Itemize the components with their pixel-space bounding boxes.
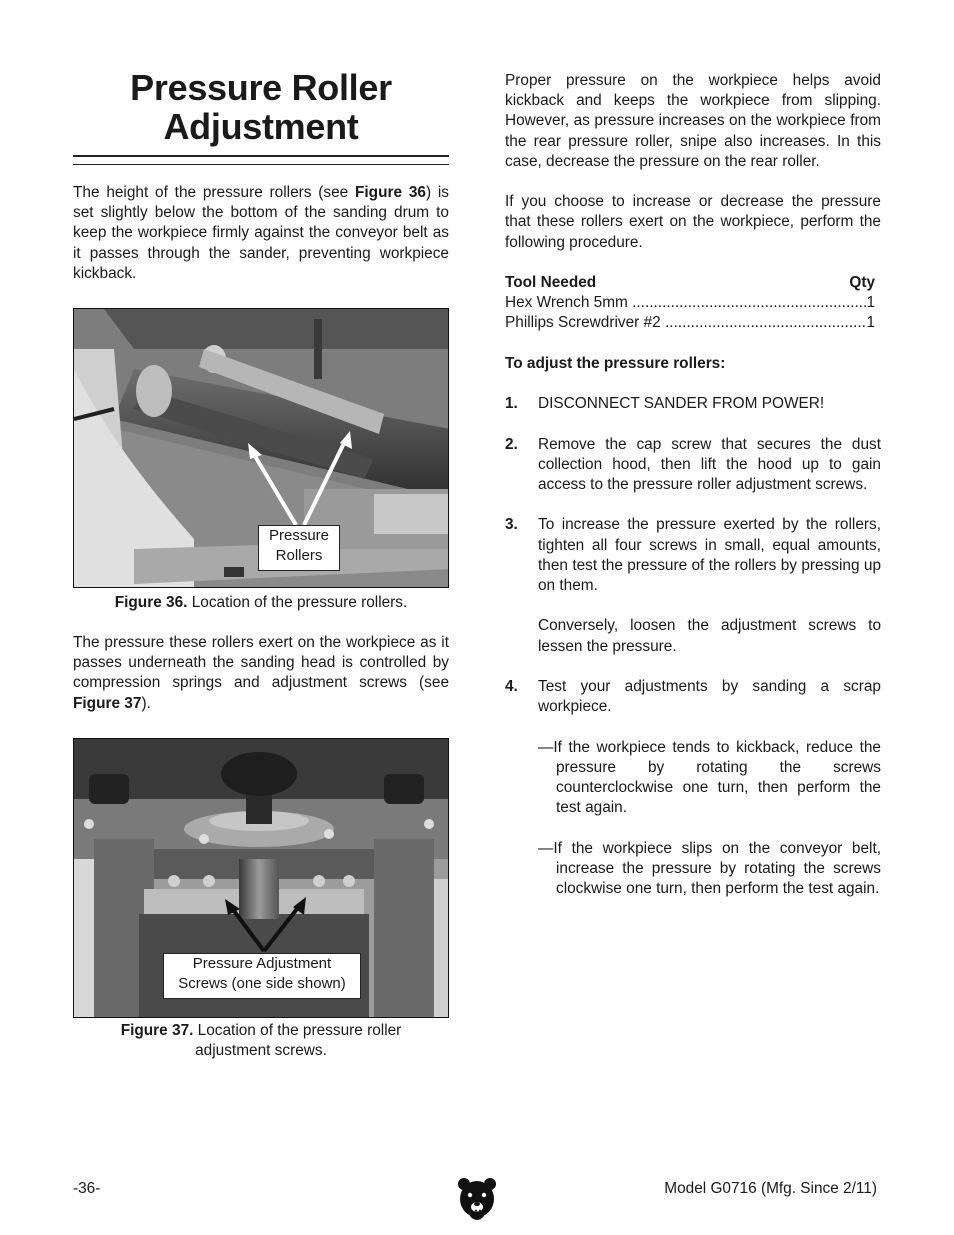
title-rule-thin [73, 164, 449, 165]
tool-row: Hex Wrench 5mm ..... 1 [505, 293, 875, 313]
step-2: 2. Remove the cap screw that secures the dust collection hood, then lift the hood up to gain access to the pressure roller adjustment screws. [505, 435, 881, 493]
tools-needed-table [505, 273, 875, 334]
figure-37-caption: Figure 37. Location of the pressure roller adjustment screws. [120, 1022, 402, 1060]
page-number: -36- [73, 1180, 101, 1197]
figure-36-caption: Figure 36. Location of the pressure rollers. [114, 594, 408, 611]
proper-pressure-paragraph: Proper pressure on the workpiece helps avoid kickback and keeps the workpiece from slipping. However, as pressure increases on the workpiece from the rear pressure roller, snipe also increases. In this case, decrease the pressure on the rear roller. [505, 72, 881, 170]
right-column [505, 71, 881, 899]
figure-37-callout: Pressure Adjustment Screws (one side shown) [163, 953, 361, 999]
figure-36-callout: Pressure Rollers [258, 525, 340, 571]
bullet-slips: —If the workpiece slips on the conveyor belt, increase the pressure by rotating the screws clockwise one turn, then perform the test again. [538, 839, 881, 897]
procedure-heading: To adjust the pressure rollers: [505, 354, 726, 372]
step-1: 1. DISCONNECT SANDER FROM POWER! [505, 395, 825, 413]
model-footer: Model G0716 (Mfg. Since 2/11) [664, 1180, 877, 1197]
figure-37-ref: Figure 37 [73, 694, 142, 712]
bear-logo-icon [458, 1177, 496, 1223]
pressure-paragraph: The pressure these rollers exert on the workpiece as it passes underneath the sanding head is controlled by compression springs and adjustment screws (see Figure 37). [73, 634, 449, 712]
intro-paragraph: The height of the pressure rollers (see Figure 36) is set slightly below the bottom of the sanding drum to keep the workpiece firmly against the conveyor belt as it passes through the sander, preventing workpiece kickback. [73, 184, 449, 282]
tool-row: Phillips Screwdriver #2 ..... 1 [505, 313, 875, 333]
title-rule-thick [73, 155, 449, 157]
figure-36-ref: Figure 36 [355, 184, 426, 201]
page-title: Pressure Roller Adjustment [130, 67, 392, 147]
step-3: 3. To increase the pressure exerted by the rollers, tighten all four screws in small, equal amounts, then test the pressure of the rollers by pressing up on them. [505, 516, 881, 594]
figure-36-photo [73, 308, 449, 588]
figure-37-photo [73, 738, 449, 1018]
bullet-kickback: —If the workpiece tends to kickback, reduce the pressure by rotating the screws counterclockwise one turn, then perform the test again. [538, 738, 881, 817]
step-4: 4. Test your adjustments by sanding a scrap workpiece. [505, 677, 881, 716]
qty-header: Qty [849, 274, 875, 291]
tools-header: Tool Needed [505, 274, 597, 291]
choose-paragraph: If you choose to increase or decrease the pressure that these rollers exert on the workpiece, perform the following procedure. [505, 193, 881, 251]
step-3-note: Conversely, loosen the adjustment screws to lessen the pressure. [538, 617, 881, 655]
